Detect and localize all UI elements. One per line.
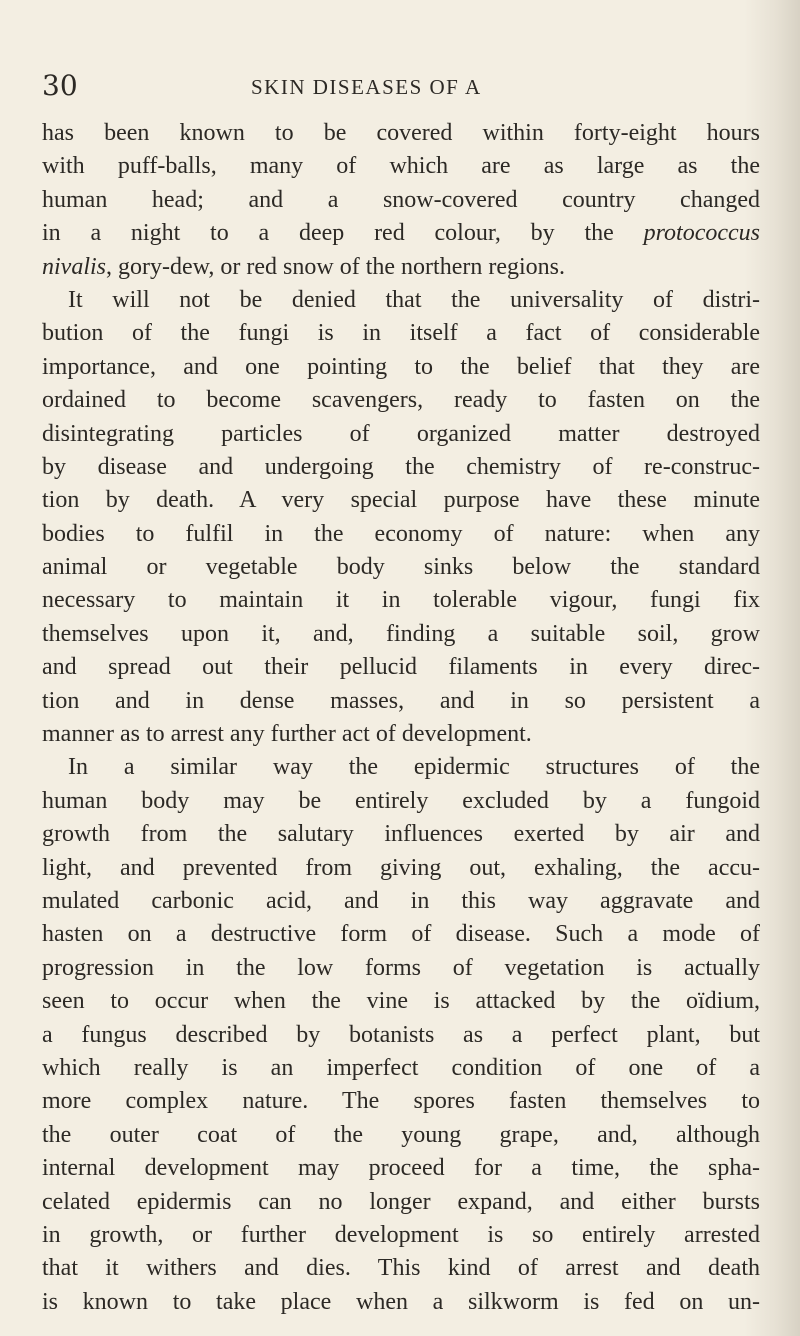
paragraph-start-line: In a similar way the epidermic structures of the [68, 754, 760, 781]
text-line: themselves upon it, and, finding a suitable soil, grow [42, 620, 760, 647]
text-line: disintegrating particles of organized matter destroyed [42, 420, 760, 447]
text-line: which really is an imperfect condition of one of a [42, 1054, 760, 1081]
text-line: growth from the salutary influences exerted by air and [42, 821, 760, 848]
body-text [42, 117, 760, 1319]
text-line: importance, and one pointing to the belief that they are [42, 353, 760, 380]
paragraph-start-line: It will not be denied that the universality of distri- [68, 286, 760, 313]
italic-term: nivalis [42, 253, 106, 280]
text-line: human body may be entirely excluded by a fungoid [42, 787, 760, 814]
text-line: human head; and a snow-covered country changed [42, 186, 760, 213]
text-line: seen to occur when the vine is attacked by the oïdium, [42, 988, 760, 1015]
text-line: by disease and undergoing the chemistry of re-construc- [42, 453, 760, 480]
text-line: in growth, or further development is so entirely arrested [42, 1221, 760, 1248]
text-line: necessary to maintain it in tolerable vigour, fungi fix [42, 587, 760, 614]
text-line: bodies to fulfil in the economy of nature: when any [42, 520, 760, 547]
text-line [42, 251, 760, 284]
text-line: mulated carbonic acid, and in this way aggravate and [42, 887, 760, 914]
text-line [42, 217, 760, 250]
text-line: hasten on a destructive form of disease. Such a mode of [42, 921, 760, 948]
text-line: animal or vegetable body sinks below the standard [42, 554, 760, 581]
text-line: tion and in dense masses, and in so persistent a [42, 687, 760, 714]
text-line: has been known to be covered within forty-eight hours [42, 120, 760, 146]
italic-term: protococcus [643, 220, 760, 247]
text-line: a fungus described by botanists as a perfect plant, but [42, 1021, 760, 1048]
text-line: tion by death. A very special purpose have these minute [42, 487, 760, 514]
text-run: , gory-dew, or red snow of the northern regions. [106, 253, 565, 280]
text-line: light, and prevented from giving out, exhaling, the accu- [42, 854, 760, 881]
text-line: manner as to arrest any further act of development. [42, 721, 532, 748]
text-line: internal development may proceed for a time, the spha- [42, 1155, 760, 1182]
text-line: is known to take place when a silkworm is fed on un- [42, 1288, 760, 1315]
text-run: in a night to a deep red colour, by the [42, 220, 644, 247]
text-line: and spread out their pellucid filaments in every direc- [42, 654, 760, 681]
text-line: celated epidermis can no longer expand, and either bursts [42, 1188, 760, 1215]
text-line: ordained to become scavengers, ready to fasten on the [42, 387, 760, 414]
running-title: SKIN DISEASES OF A [251, 75, 482, 99]
text-line: progression in the low forms of vegetation is actually [42, 954, 760, 981]
running-head [42, 66, 742, 106]
text-line: that it withers and dies. This kind of arrest and death [42, 1255, 760, 1282]
text-line: bution of the fungi is in itself a fact of considerable [42, 320, 760, 347]
text-line: more complex nature. The spores fasten themselves to [42, 1088, 760, 1115]
page-number: 30 [42, 69, 78, 102]
text-line: with puff-balls, many of which are as large as the [42, 153, 760, 180]
text-line: the outer coat of the young grape, and, although [42, 1121, 760, 1148]
